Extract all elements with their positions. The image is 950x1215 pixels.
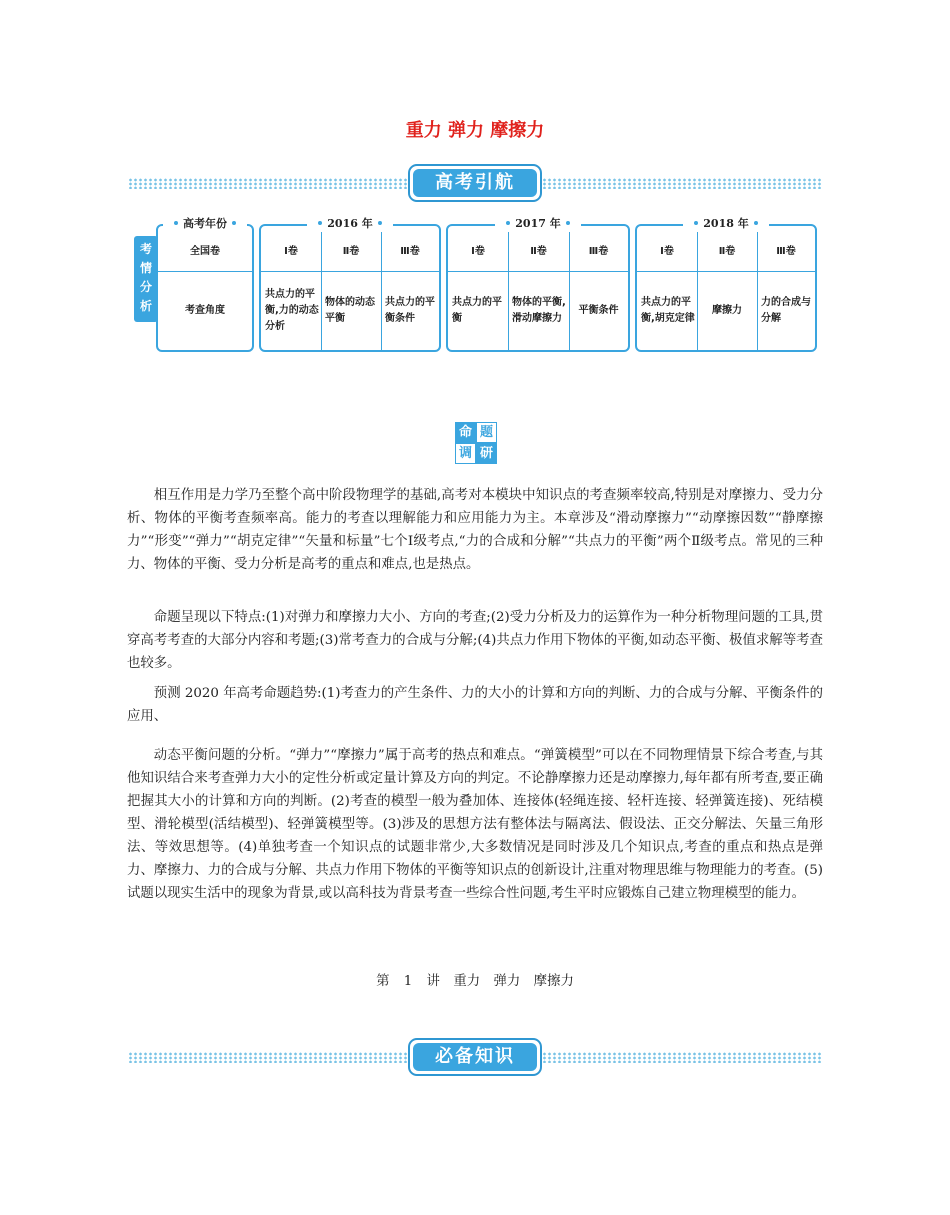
paper-cell: Ⅲ卷	[588, 245, 609, 257]
banner-label: 高考引航	[413, 169, 537, 197]
topic-cell: 平衡条件	[578, 305, 619, 316]
table-year-group-2016	[259, 217, 441, 352]
section-banner-knowledge	[128, 1038, 822, 1078]
year-header: 2016 年	[261, 217, 439, 231]
side-tab-char: 析	[139, 299, 152, 313]
paragraph-prediction: 预测 2020 年高考命题趋势:(1)考查力的产生条件、力的大小的计算和方向的判断、力的合成与分解、平衡条件的应用、	[127, 686, 823, 724]
logo-char: 命	[455, 422, 476, 443]
table-year-group-2017	[446, 217, 630, 352]
paragraph-features: 命题呈现以下特点:(1)对弹力和摩擦力大小、方向的考查;(2)受力分析及力的运算作为一种分析物理问题的工具,贯穿高考考查的大部分内容和考题;(3)常考查力的合成与分解;(4)共点力作用下物体的平衡,如动态平衡、极值求解等考查也较多。	[127, 610, 823, 671]
dotted-rule-left	[128, 178, 418, 189]
paper-cell: Ⅲ卷	[776, 245, 796, 257]
paper-cell: Ⅱ卷	[718, 245, 736, 257]
logo-char: 研	[476, 443, 497, 464]
paper-cell: Ⅱ卷	[530, 245, 547, 257]
row-label-paper: 全国卷	[190, 245, 220, 257]
topic-cell: 摩擦力	[712, 305, 742, 316]
logo-char: 题	[476, 422, 497, 443]
row-label-angle: 考查角度	[185, 305, 225, 316]
table-year-group-2018	[635, 217, 817, 352]
topic-cell: 物体的平衡,滑动摩擦力	[512, 297, 566, 324]
side-tab-char: 情	[139, 261, 152, 275]
topic-cell: 共点力的平衡,胡克定律	[641, 297, 695, 324]
dotted-rule-right	[532, 1052, 822, 1063]
side-tab-char: 分	[139, 280, 152, 294]
year-header: 2017 年	[448, 217, 628, 231]
page-title: 重力 弹力 摩擦力	[405, 120, 545, 141]
topic-cell: 共点力的平衡条件	[385, 297, 435, 324]
topic-cell: 共点力的平衡	[452, 297, 502, 324]
banner-badge	[408, 164, 542, 202]
dotted-rule-right	[532, 178, 822, 189]
topic-cell: 力的合成与分解	[761, 297, 811, 324]
side-tab-analysis	[134, 236, 158, 322]
group-header: 高考年份	[158, 217, 252, 231]
dotted-rule-left	[128, 1052, 418, 1063]
paper-cell: Ⅰ卷	[471, 245, 485, 257]
topic-cell: 物体的动态平衡	[325, 297, 375, 324]
banner-badge	[408, 1038, 542, 1076]
banner-label: 必备知识	[413, 1043, 537, 1071]
paper-cell: Ⅱ卷	[342, 245, 360, 257]
paper-cell: Ⅲ卷	[400, 245, 420, 257]
paper-cell: Ⅰ卷	[284, 245, 298, 257]
logo-char: 调	[455, 443, 476, 464]
paragraph-analysis: 动态平衡问题的分析。“弹力”“摩擦力”属于高考的热点和难点。“弹簧模型”可以在不同物理情景下综合考查,与其他知识结合来考查弹力大小的定性分析或定量计算及方向的判定。不论静摩擦力还是动摩擦力,每年都有所考查,要正确把握其大小的计算和方向的判断。(2)考查的模型一般为叠加体、连接体(轻绳连接、轻杆连接、轻弹簧连接)、死结模型、滑轮模型(活结模型)、轻弹簧模型等。(3)涉及的思想方法有整体法与隔离法、假设法、正交分解法、矢量三角形法、等效思想等。(4)单独考查一个知识点的试题非常少,大多数情况是同时涉及几个知识点,考查的重点和热点是弹力、摩擦力、力的合成与分解、共点力作用下物体的平衡等知识点的创新设计,注重对物理思维与物理能力的考查。(5)试题以现实生活中的现象为背景,或以高科技为背景考查一些综合性问题,考生平时应锻炼自己建立物理模型的能力。	[127, 748, 823, 901]
topic-cell: 共点力的平衡,力的动态分析	[265, 289, 319, 332]
paper-cell: Ⅰ卷	[660, 245, 674, 257]
year-header: 2018 年	[637, 217, 815, 231]
section-banner-gaokao	[128, 164, 822, 204]
paragraph-intro: 相互作用是力学乃至整个高中阶段物理学的基础,高考对本模块中知识点的考查频率较高,特别是对摩擦力、受力分析、物体的平衡考查频率高。能力的考查以理解能力和应用能力为主。本章涉及“滑动摩擦力”“动摩擦因数”“静摩擦力”“形变”“弹力”“胡克定律”“矢量和标量”七个Ⅰ级考点,“力的合成和分解”“共点力的平衡”两个Ⅱ级考点。常见的三种力、物体的平衡、受力分析是高考的重点和难点,也是热点。	[127, 488, 823, 572]
table-label-group	[156, 217, 254, 352]
mingti-diaoyan-logo	[455, 422, 497, 464]
lecture-title: 第 1 讲 重力 弹力 摩擦力	[376, 974, 574, 989]
side-tab-char: 考	[139, 242, 152, 256]
